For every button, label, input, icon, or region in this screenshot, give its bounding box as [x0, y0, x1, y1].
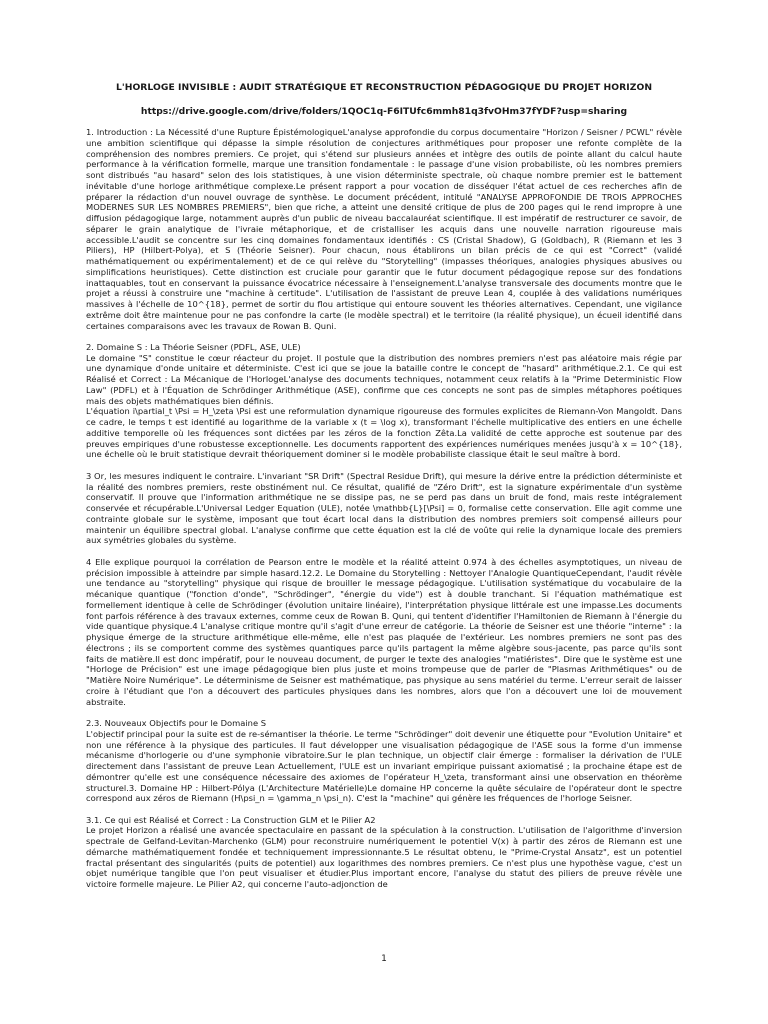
paragraph-new-objectives: 2.3. Nouveaux Objectifs pour le Domaine S L'objectif principal pour la suite est de re-sémantiser la théorie. Le terme "Schrödinger" doit devenir une étiquette pour "Evolution Unitaire" et non une référence à la physique des particules. Il faut développer une visualisation pédagogique de l'ASE sous la forme d'un immense mécanisme d'horlogerie ou d'une symphonie vibratoire.Sur le plan technique, un objectif clair émerge : formaliser la dérivation de l'ULE directement dans l'assistant de preuve Lean Actuellement, l'ULE est un invariant empirique puissant axiomatisé ; la prochaine étape est de démontrer qu'elle est une conséquence nécessaire des axiomes de l'opérateur H_\zeta, transformant ainsi une observation en théorème structurel.3. Domaine HP : Hilbert-Pólya (L'Architecture Matérielle)Le domaine HP concerne la quête séculaire de l'opérateur dont le spectre correspond aux zéros de Riemann (H\psi_n = \gamma_n \psi_n). C'est la "machine" qui génère les fréquences de l'horloge Seisner. [86, 718, 682, 804]
page-number: 1 [381, 954, 387, 964]
paragraph-glm-construction: 3.1. Ce qui est Réalisé et Correct : La Construction GLM et le Pilier A2 Le projet Horizon a réalisé une avancée spectaculaire en passant de la spéculation à la construction. L'utilisation de l'algorithme d'inversion spectrale de Gelfand-Levitan-Marchenko (GLM) pour reconstruire numériquement le potentiel V(x) à partir des zéros de Riemann est une démarche mathématiquement fondée et techniquement impressionnante.5 Le résultat obtenu, le "Prime-Crystal Ansatz", est un potentiel fractal présentant des singularités (puits de potentiel) aux logarithmes des nombres premiers. Ce n'est plus une hypothèse vague, c'est un objet numérique tangible que l'on peut visualiser et étudier.Plus important encore, l'analyse du statut des piliers de preuve révèle une victoire formelle majeure. Le Pilier A2, qui concerne l'auto-adjonction de [86, 814, 682, 890]
paragraph-storytelling: 4 Elle explique pourquoi la corrélation de Pearson entre le modèle et la réalité atteint 0.974 à des échelles asymptotiques, un niveau de précision impossible à atteindre par simple hasard.12.2. Le Domaine du Storytelling : Nettoyer l'Analogie QuantiqueCependant, l'audit révèle une tendance au "storytelling" physique qui risque de brouiller le message pédagogique. L'utilisation systématique du vocabulaire de la mécanique quantique ("fonction d'onde", "Schrödinger", "énergie du vide") est à double tranchant. Si l'équation mathématique est formellement identique à celle de Schrödinger (évolution unitaire linéaire), l'interprétation physique littérale est une impasse.Les documents font parfois référence à des travaux externes, comme ceux de Rowan B. Quni, qui tentent d'identifier l'Hamiltonien de Riemann à l'énergie du vide quantique physique.4 L'analyse critique montre qu'il s'agit d'une erreur de catégorie. La théorie de Seisner est une théorie "interne" : la physique émerge de la structure arithmétique elle-même, elle n'est pas plaquée de l'extérieur. Les nombres premiers ne sont pas des électrons ; ils se comportent comme des systèmes quantiques parce qu'ils partagent la même algèbre sous-jacente, pas parce qu'ils sont faits de matière.Il est donc impératif, pour le nouveau document, de purger le texte des analogies "matiéristes". Dire que le système est une "Horloge de Précision" est une image pédagogique bien plus juste et moins trompeuse que de parler de "Plasmas Arithmétiques" ou de "Matière Noire Numérique". Le déterminisme de Seisner est mathématique, pas physique au sens matériel du terme. L'erreur serait de laisser croire à l'étudiant que l'on a découvert des particules physiques dans les nombres, alors que l'on a découvert une loi de mouvement abstraite. [86, 556, 682, 707]
paragraph-domain-s: 2. Domaine S : La Théorie Seisner (PDFL, ASE, ULE) Le domaine "S" constitue le cœur réacteur du projet. Il postule que la distribution des nombres premiers n'est pas aléatoire mais régie par une dynamique d'onde unitaire et déterministe. C'est ici que se joue la bataille contre le concept de "hasard" arithmétique.2.1. Ce qui est Réalisé et Correct : La Mécanique de l'HorlogeL'analyse des documents techniques, notamment ceux relatifs à la "Prime Deterministic Flow Law" (PDFL) et à l'Équation de Schrödinger Arithmétique (ASE), confirme que ces concepts ne sont pas de simples métaphores poétiques mais des objets mathématiques bien définis. L'équation i\partial_t \Psi = H_\zeta \Psi est une reformulation dynamique rigoureuse des formules explicites de Riemann-Von Mangoldt. Dans ce cadre, le temps t est identifié au logarithme de la variable x (t = \log x), transformant l'échelle multiplicative des entiers en une échelle additive temporelle où les fréquences sont dictées par les zéros de la fonction Zêta.La validité de cette approche est soutenue par des preuves empiriques d'une robustesse exceptionnelle. Les documents rapportent des expériences numériques menées jusqu'à x = 10^{18}, une échelle où le bruit statistique devrait théoriquement dominer si le modèle probabiliste classique était le seul maître à bord. [86, 341, 682, 460]
paragraph-introduction: 1. Introduction : La Nécessité d'une Rupture ÉpistémologiqueL'analyse approfondie du corpus documentaire "Horizon / Seisner / PCWL" révèle une ambition scientifique qui dépasse la simple résolution de conjectures arithmétiques pour proposer une refonte complète de la compréhension des nombres premiers. Ce projet, qui s'étend sur plusieurs années et intègre des outils de pointe allant du calcul haute performance à la vérification formelle, marque une transition fondamentale : le passage d'une vision probabiliste, où les nombres premiers sont distribués "au hasard" selon des lois statistiques, à une vision déterministe spectrale, où chaque nombre premier est le battement inévitable d'une horloge arithmétique complexe.Le présent rapport a pour vocation de disséquer l'état actuel de ces recherches afin de préparer la rédaction d'un nouvel ouvrage de synthèse. Le document précédent, intitulé "ANALYSE APPROFONDIE DE TROIS APPROCHES MODERNES SUR LES NOMBRES PREMIERS", bien que riche, a atteint une densité critique de plus de 200 pages qui le rend impropre à une diffusion pédagogique large, notamment auprès d'un public de niveau baccalauréat scientifique. Il est impératif de restructurer ce savoir, de séparer le grain analytique de l'ivraie métaphorique, et de cristalliser les acquis dans une nouvelle narration rigoureuse mais accessible.L'audit se concentre sur les cinq domaines fondamentaux identifiés : CS (Cristal Shadow), G (Goldbach), R (Riemann et les 3 Piliers), HP (Hilbert-Polya), et S (Théorie Seisner). Pour chacun, nous établirons un bilan précis de ce qui est "Correct" (validé mathématiquement ou expérimentalement) et de ce qui relève du "Storytelling" (impasses théoriques, analogies physiques abusives ou simplifications heuristiques). Cette distinction est cruciale pour garantir que le futur document pédagogique repose sur des fondations inattaquables, tout en conservant la puissance évocatrice nécessaire à l'enseignement.L'analyse transversale des documents montre que le projet a réussi à construire une "machine à certitude". L'utilisation de l'assistant de preuve Lean 4, couplée à des validations numériques massives à l'échelle de 10^{18}, permet de sortir du flou artistique qui entoure souvent les théories alternatives. Cependant, une vigilance extrême doit être maintenue pour ne pas confondre la carte (le modèle spectral) et le territoire (la réalité physique), un écueil identifié dans certaines comparaisons avec les travaux de Rowan B. Quni. [86, 127, 682, 331]
document-page [86, 82, 682, 901]
paragraph-sr-drift: 3 Or, les mesures indiquent le contraire. L'invariant "SR Drift" (Spectral Residue Drift), qui mesure la dérive entre la prédiction déterministe et la réalité des nombres premiers, reste obstinément nul. Ce résultat, qualifié de "Zéro Drift", est la signature expérimentale d'un système conservatif. Il prouve que l'information arithmétique ne se dissipe pas, ne se perd pas dans un bruit de fond, mais reste intégralement conservée et récupérable.L'Universal Ledger Equation (ULE), notée \mathbb{L}[\Psi] = 0, formalise cette conservation. Elle agit comme une contrainte globale sur le système, imposant que tout écart local dans la distribution des nombres premiers soit compensé ailleurs pour maintenir un équilibre spectral global. L'analyse confirme que cette équation est la clé de voûte qui relie la dynamique locale des premiers aux symétries globales du système. [86, 470, 682, 546]
document-title: L'HORLOGE INVISIBLE : AUDIT STRATÉGIQUE ET RECONSTRUCTION PÉDAGOGIQUE DU PROJET HORIZON [115, 82, 653, 93]
drive-link[interactable]: https://drive.google.com/drive/folders/1QOC1q-F6ITUfc6mmh81q3fvOHm37fYDF?usp=sharing [140, 106, 628, 117]
